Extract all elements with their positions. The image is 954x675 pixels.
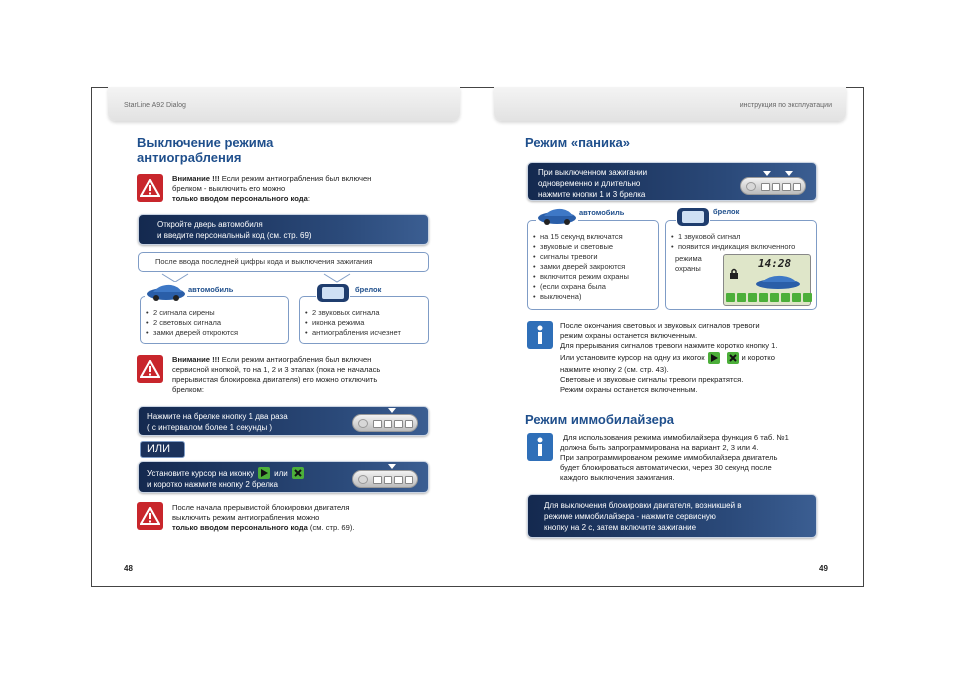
left-title xyxy=(137,135,273,165)
right-page-header xyxy=(494,87,846,121)
warning-text-d: брелком: xyxy=(172,385,204,394)
info-line: После окончания световых и звуковых сигналов тревоги xyxy=(560,321,760,330)
car-icon xyxy=(752,273,804,291)
lcd-status-icon xyxy=(792,293,801,302)
panic-car-item: • включится режим охраны xyxy=(533,272,629,282)
warning-text-b: сервисной кнопкой, то на 1, 2 и 3 этапах (пока не началась xyxy=(172,365,381,374)
warning-text-a: После начала прерывистой блокировки двигателя xyxy=(172,503,350,512)
car-icon xyxy=(536,206,578,226)
left-header-text: StarLine A92 Dialog xyxy=(124,102,186,109)
warning-text-c: только вводом персонального кода xyxy=(172,523,308,532)
info-line: и коротко xyxy=(741,353,775,362)
panic-fob-card xyxy=(665,220,817,310)
warning-text-3 xyxy=(172,503,430,533)
cross-icon xyxy=(292,467,304,479)
info-line: Для прерывания сигналов тревоги нажмите коротко кнопку 1. xyxy=(560,341,778,350)
cross-icon xyxy=(727,352,739,364)
lcd-status-icon xyxy=(759,293,768,302)
panic-car-item: • (если охрана была xyxy=(533,282,629,292)
fob-result-card xyxy=(299,296,429,344)
car-result-item: • замки дверей откроются xyxy=(146,328,238,338)
lcd-status-icon xyxy=(726,293,735,302)
instruction-set-cursor xyxy=(138,461,429,493)
instruction-line2: одновременно и длительно xyxy=(538,179,641,188)
info-line: должна быть запрограммирована на вариант 2, 3 или 4. xyxy=(560,443,759,452)
instruction-immobilizer xyxy=(527,494,817,538)
instruction-line1: Для выключения блокировки двигателя, возникшей в xyxy=(544,501,742,510)
panic-fob-item: • появится индикация включенного xyxy=(671,242,795,252)
key-fob-icon xyxy=(316,283,350,303)
info-line: каждого выключения зажигания. xyxy=(560,473,675,482)
car-result-item: • 2 сигнала сирены xyxy=(146,308,238,318)
warning-text-b: брелком - выключить его можно xyxy=(172,184,286,193)
car-icon xyxy=(145,282,187,302)
instruction-panic xyxy=(527,162,817,201)
key-fob-icon xyxy=(676,207,710,227)
car-result-item: • 2 световых сигнала xyxy=(146,318,238,328)
fob-lcd-display xyxy=(723,254,811,306)
immobilizer-title: Режим иммобилайзера xyxy=(525,412,675,427)
info-text-panic xyxy=(560,321,815,395)
info-line: режим охраны останется включенным. xyxy=(560,331,698,340)
lcd-status-icon xyxy=(770,293,779,302)
warning-text-c: только вводом персонального кода xyxy=(172,194,308,203)
warning-text-a: Если режим антиограбления был включен xyxy=(219,174,372,183)
info-icon xyxy=(527,321,553,349)
left-title-line2: антиограбления xyxy=(137,150,242,165)
key-fob-icon xyxy=(352,414,418,432)
warning-bold: Внимание !!! xyxy=(172,355,220,364)
panic-car-item: • выключена) xyxy=(533,292,629,302)
panic-fob-item: • 1 звуковой сигнал xyxy=(671,232,795,242)
panic-title: Режим «паника» xyxy=(525,135,630,150)
left-title-line1: Выключение режима xyxy=(137,135,274,150)
instruction-line1a: Установите курсор на иконку xyxy=(147,468,255,478)
instruction-line2: и коротко нажмите кнопку 2 брелка xyxy=(147,480,279,489)
instruction-open-door xyxy=(138,214,429,245)
instruction-line1b: или xyxy=(274,468,288,478)
lcd-status-icon xyxy=(748,293,757,302)
fob-result-item: • антиограбления исчезнет xyxy=(305,328,401,338)
instruction-line2: ( с интервалом более 1 секунды ) xyxy=(147,423,273,432)
panic-car-card xyxy=(527,220,659,310)
or-divider: ИЛИ xyxy=(140,441,185,458)
left-page-number: 48 xyxy=(124,564,133,573)
car-label: автомобиль xyxy=(188,285,234,294)
fob-result-item: • иконка режима xyxy=(305,318,401,328)
fob-label: брелок xyxy=(355,285,382,294)
lcd-status-icon xyxy=(781,293,790,302)
instruction-line2: и введите персональный код (см. стр. 69) xyxy=(157,231,312,240)
warning-text-1 xyxy=(172,174,422,204)
right-page-number: 49 xyxy=(819,564,828,573)
right-header-text: инструкция по эксплуатации xyxy=(739,102,832,109)
after-code-note: После ввода последней цифры кода и выключения зажигания xyxy=(138,252,429,272)
instruction-line1: При выключенном зажигании xyxy=(538,168,648,177)
instruction-line3: нажмите кнопки 1 и 3 брелка xyxy=(538,190,646,199)
warning-icon xyxy=(137,355,163,383)
info-line: Для использования режима иммобилайзера функция 6 таб. №1 xyxy=(563,433,789,442)
info-icon xyxy=(527,433,553,461)
warning-text-c: прерывистая блокировка двигателя) его можно отключить xyxy=(172,375,378,384)
info-line: Режим охраны останется включенным. xyxy=(560,385,698,394)
panic-car-item: • на 15 секунд включатся xyxy=(533,232,629,242)
key-fob-icon xyxy=(352,470,418,488)
warning-text-a: Если режим антиограбления был включен xyxy=(219,355,372,364)
car-label: автомобиль xyxy=(579,208,625,217)
info-line: будет блокироваться автоматически, через 30 секунд после xyxy=(560,463,772,472)
arrow-icon xyxy=(708,352,720,364)
info-line: Световые и звуковые сигналы тревоги прекратятся. xyxy=(560,375,744,384)
warning-text-b: выключить режим антиограбления можно xyxy=(172,513,320,522)
lcd-time: 14:28 xyxy=(758,257,792,270)
lcd-status-icon xyxy=(737,293,746,302)
info-line: нажмите кнопку 2 (см. стр. 43). xyxy=(560,365,669,374)
panic-fob-extra: режима xyxy=(675,254,702,263)
instruction-line1: Нажмите на брелке кнопку 1 два раза xyxy=(147,412,288,421)
instruction-line3: кнопку на 2 с, затем включите зажигание xyxy=(544,523,697,532)
instruction-line1: Откройте дверь автомобиля xyxy=(157,220,263,229)
panic-car-item: • замки дверей закроются xyxy=(533,262,629,272)
fob-result-item: • 2 звуковых сигнала xyxy=(305,308,401,318)
info-text-immobilizer xyxy=(560,433,818,483)
car-result-card xyxy=(140,296,289,344)
left-page-header xyxy=(108,87,460,121)
warning-text-d: (см. стр. 69). xyxy=(307,523,355,532)
panic-car-item: • звуковые и световые xyxy=(533,242,629,252)
warning-text-2 xyxy=(172,355,430,395)
info-line: При запрограммированом режиме иммобилайзера двигатель xyxy=(560,453,778,462)
instruction-line2: режиме иммобилайзера - нажмите сервисную xyxy=(544,512,716,521)
warning-icon xyxy=(137,502,163,530)
key-fob-icon xyxy=(740,177,806,195)
fob-label: брелок xyxy=(713,207,740,216)
lcd-status-icon xyxy=(803,293,812,302)
warning-text-d: : xyxy=(307,194,310,203)
warning-icon xyxy=(137,174,163,202)
warning-bold: Внимание !!! xyxy=(172,174,220,183)
info-line: Или установите курсор на одну из икогок xyxy=(560,353,705,362)
arrow-icon xyxy=(258,467,270,479)
instruction-press-button-1 xyxy=(138,406,429,436)
panic-car-item: • сигналы тревоги xyxy=(533,252,629,262)
panic-fob-extra: охраны xyxy=(675,264,701,273)
lock-icon xyxy=(728,268,740,280)
